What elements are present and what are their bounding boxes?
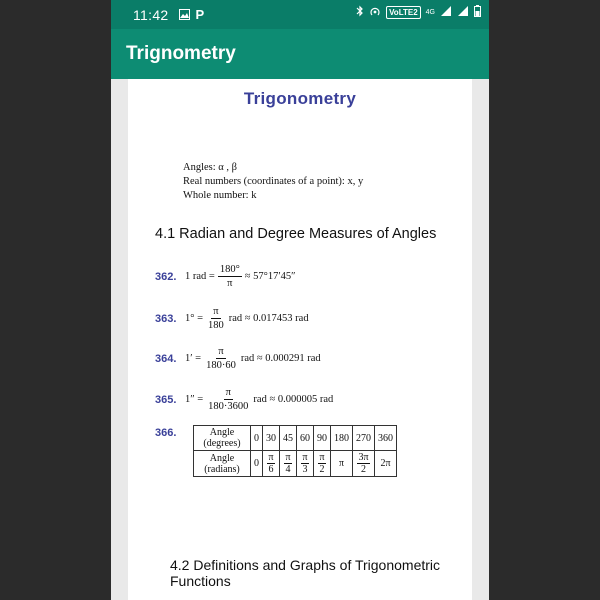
- notation-line: Real numbers (coordinates of a point): x, y: [183, 176, 364, 187]
- numerator: π: [225, 387, 231, 398]
- signal-icon: [440, 5, 452, 20]
- denominator: 2: [361, 464, 366, 475]
- image-icon: [179, 7, 190, 23]
- table-row: [194, 426, 397, 451]
- table-cell: [280, 451, 297, 477]
- table-cell: 180: [331, 426, 353, 451]
- numerator: π: [213, 306, 219, 317]
- table-cell: 2π: [375, 451, 397, 477]
- denominator: 6: [268, 464, 274, 475]
- table-cell: [297, 451, 314, 477]
- volte-badge: VoLTE2: [386, 6, 421, 19]
- formula-rhs: rad ≈ 0.017453 rad: [228, 313, 309, 324]
- numerator: 3π: [358, 452, 369, 463]
- status-bar: [111, 0, 489, 29]
- table-row-label: Angle (radians): [194, 451, 251, 477]
- notation-block: [183, 161, 363, 203]
- formula-364: [155, 345, 321, 372]
- fraction: [218, 263, 242, 290]
- formula-rhs: ≈ 57°17′45″: [244, 271, 296, 282]
- document-page[interactable]: [128, 79, 472, 600]
- document-title: Trigonometry: [243, 89, 357, 108]
- signal-icon-2: [457, 5, 469, 20]
- table-cell: 60: [297, 426, 314, 451]
- table-row-label: Angle (degrees): [194, 426, 251, 451]
- table-cell: 90: [314, 426, 331, 451]
- table-cell: [353, 451, 375, 477]
- table-cell: 0: [251, 426, 263, 451]
- bluetooth-icon: [356, 5, 364, 20]
- notation-line: Whole number: k: [183, 190, 257, 201]
- table-cell: [314, 451, 331, 477]
- section-heading-4-1: 4.1 Radian and Degree Measures of Angles: [155, 226, 437, 242]
- table-cell: 0: [251, 451, 263, 477]
- denominator: π: [227, 278, 233, 289]
- formula-363: [155, 305, 309, 332]
- formula-rhs: rad ≈ 0.000291 rad: [240, 353, 321, 364]
- numerator: π: [302, 452, 308, 463]
- formula-number: 364.: [155, 352, 177, 365]
- fraction: [204, 345, 238, 372]
- angle-conversion-table: [193, 425, 397, 477]
- phone-screen: [111, 0, 489, 600]
- table-cell: [263, 451, 280, 477]
- denominator: 3: [302, 464, 308, 475]
- table-cell: π: [331, 451, 353, 477]
- formula-365: [155, 386, 333, 413]
- formula-number: 366.: [155, 427, 177, 439]
- app-bar: [111, 29, 489, 79]
- formula-366-label: [155, 427, 185, 439]
- formula-362: [155, 263, 296, 290]
- battery-icon: [474, 5, 481, 20]
- denominator: 180: [208, 320, 224, 331]
- fraction: [206, 305, 226, 332]
- formula-lhs: 1′ =: [185, 353, 202, 364]
- formula-number: 362.: [155, 270, 177, 283]
- table-cell: 270: [353, 426, 375, 451]
- formula-lhs: 1° =: [185, 313, 203, 324]
- fraction: [206, 386, 250, 413]
- numerator: π: [268, 452, 274, 463]
- formula-rhs: rad ≈ 0.000005 rad: [253, 394, 334, 405]
- notation-line: Angles: α , β: [183, 162, 238, 173]
- formula-number: 363.: [155, 312, 177, 325]
- hotspot-icon: [369, 5, 381, 20]
- formula-number: 365.: [155, 393, 177, 406]
- formula-lhs: 1 rad =: [185, 271, 215, 282]
- table-cell: 360: [375, 426, 397, 451]
- numerator: π: [319, 452, 325, 463]
- denominator: 4: [285, 464, 291, 475]
- numerator: π: [285, 452, 291, 463]
- numerator: π: [218, 346, 224, 357]
- formula-lhs: 1″ =: [185, 394, 204, 405]
- app-title: Trignometry: [126, 43, 236, 64]
- network-type: 4G: [425, 9, 435, 16]
- numerator: 180°: [219, 264, 240, 275]
- denominator: 180·60: [206, 360, 236, 371]
- table-row: [194, 451, 397, 477]
- parking-app-icon: P: [195, 7, 205, 22]
- table-cell: 30: [263, 426, 280, 451]
- denominator: 180·3600: [208, 401, 249, 412]
- denominator: 2: [319, 464, 325, 475]
- table-cell: 45: [280, 426, 297, 451]
- section-heading-4-2: 4.2 Definitions and Graphs of Trigonometric Functions: [170, 557, 441, 589]
- status-time: 11:42: [133, 6, 169, 23]
